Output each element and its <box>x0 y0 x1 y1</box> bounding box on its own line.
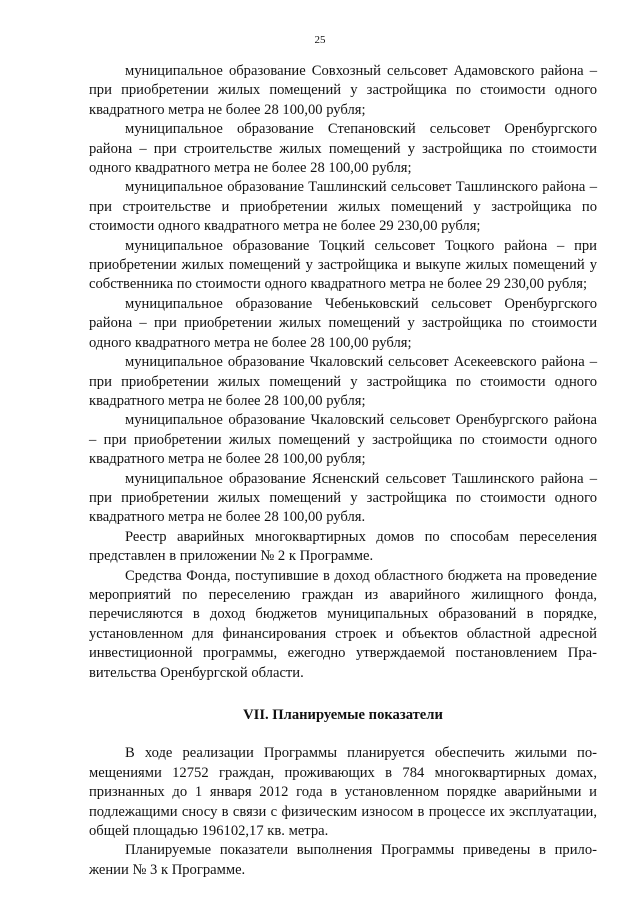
paragraph-chebenkovsky: муниципальное образование Чебеньковский сельсовет Оренбургского района – при приобретении жилых помещений у застройщика по стоимости одного квадратного метра не более 28 100,00 рубля; <box>89 295 597 351</box>
document-body <box>89 62 597 880</box>
paragraph-planned-indicators: Планируемые показатели выполнения Программы приведены в приложении № 3 к Программе. <box>89 842 597 878</box>
paragraph-totsky: муниципальное образование Тоцкий сельсовет Тоцкого района – при приобретении жилых помещений у застройщика и выкупе жилых помещений у собственника по стоимости одного квадратного метра не более 29 230,00 рубля; <box>89 237 597 293</box>
paragraph-tashlinsky: муниципальное образование Ташлинский сельсовет Ташлинского района – при строительстве и приобретении жилых помещений у застройщика по стоимости одного квадратного метра не более 29 230,00 рубля; <box>89 179 597 235</box>
paragraph-planned-housing: В ходе реализации Программы планируется обеспечить жилыми помещениями 12752 граждан, проживающих в 784 многоквартирных домах, признанных до 1 января 2012 года в установленном порядке аварийными и подлежащими сносу в связи с физическим износом в процессе их эксплуатации, общей площадью 196102,17 кв. метра. <box>89 745 597 840</box>
paragraph-registry: Реестр аварийных многоквартирных домов по способам переселения представлен в приложении № 2 к Программе. <box>89 528 597 565</box>
paragraph-chkalovsky-asekeevsky: муниципальное образование Чкаловский сельсовет Асекеевского района – при приобретении жилых помещений у застройщика по стоимости одного квадратного метра не более 28 100,00 рубля; <box>89 354 597 409</box>
section-heading: VII. Планируемые показатели <box>243 707 443 723</box>
paragraph-yasnensky: муниципальное образование Ясненский сельсовет Ташлинского района – при приобретении жилых помещений у застройщика по стоимости одного квадратного метра не более 28 100,00 рубля. <box>89 470 597 526</box>
paragraph-stepanovsky: муниципальное образование Степановский сельсовет Оренбургского района – при строительстве жилых помещений у застройщика по стоимости одного квадратного метра не более 28 100,00 рубля; <box>89 121 597 177</box>
paragraph-fund-resources: Средства Фонда, поступившие в доход областного бюджета на проведение мероприятий по переселению граждан из аварийного жилищного фонда, перечисляются в доход бюджетов муниципальных образований в порядке, установленном для финансирования строек и объектов областной адресной инвестиционной программы, ежегодно утверждаемой постановлением Правительства Оренбургской области. <box>89 567 597 681</box>
paragraph-sovkhozny: муниципальное образование Совхозный сельсовет Адамовского района – при приобретении жилых помещений у застройщика по стоимости одного квадратного метра не более 28 100,00 рубля; <box>89 63 597 118</box>
page-number: 25 <box>314 34 326 46</box>
paragraph-chkalovsky-orenburgsky: муниципальное образование Чкаловский сельсовет Оренбургского района – при приобретении жилых помещений у застройщика по стоимости одного квадратного метра не более 28 100,00 рубля; <box>89 412 597 468</box>
